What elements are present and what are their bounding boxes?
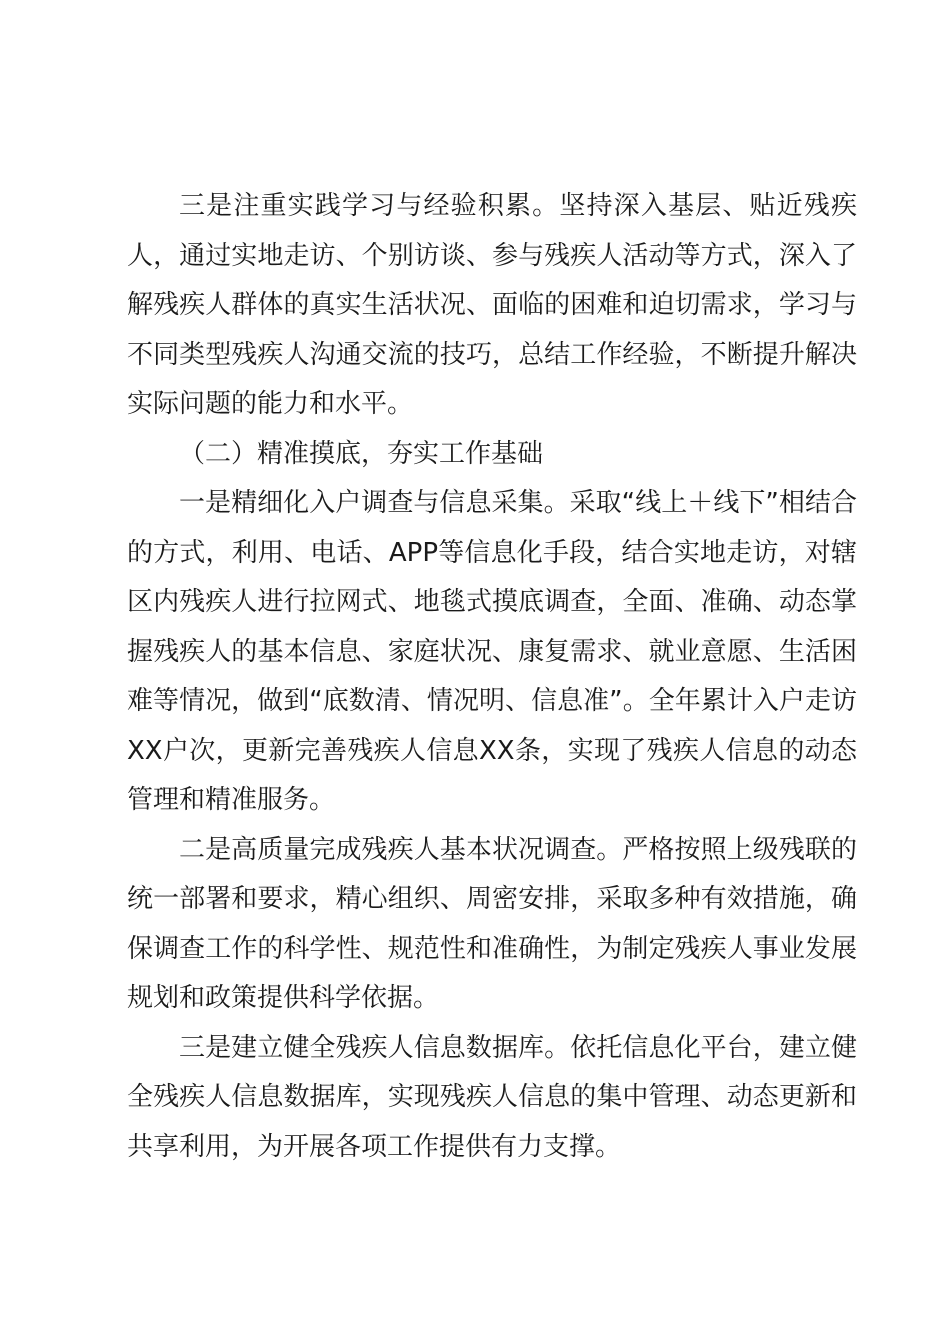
paragraph-practice-learning: 三是注重实践学习与经验积累。坚持深入基层、贴近残疾人，通过实地走访、个别访谈、参与残疾人活动等方式，深入了解残疾人群体的真实生活状况、面临的困难和迫切需求，学习与不同类型残疾人沟通交流的技巧，总结工作经验，不断提升解决实际问题的能力和水平。 — [127, 191, 857, 419]
section-heading-2: （二）精准摸底，夯实工作基础 — [179, 438, 544, 469]
document-body — [127, 182, 857, 1172]
paragraph-household-survey: 一是精细化入户调查与信息采集。采取“线上＋线下”相结合的方式，利用、电话、APP等信息化手段，结合实地走访，对辖区内残疾人进行拉网式、地毯式摸底调查，全面、准确、动态掌握残疾人的基本信息、家庭状况、康复需求、就业意愿、生活困难等情况，做到“底数清、情况明、信息准”。全年累计入户走访XX户次，更新完善残疾人信息XX条，实现了残疾人信息的动态管理和精准服务。 — [127, 488, 857, 815]
paragraph-information-database: 三是建立健全残疾人信息数据库。依托信息化平台，建立健全残疾人信息数据库，实现残疾人信息的集中管理、动态更新和共享利用，为开展各项工作提供有力支撑。 — [127, 1032, 857, 1162]
paragraph-basic-status-survey: 二是高质量完成残疾人基本状况调查。严格按照上级残联的统一部署和要求，精心组织、周密安排，采取多种有效措施，确保调查工作的科学性、规范性和准确性，为制定残疾人事业发展规划和政策提供科学依据。 — [127, 834, 857, 1013]
